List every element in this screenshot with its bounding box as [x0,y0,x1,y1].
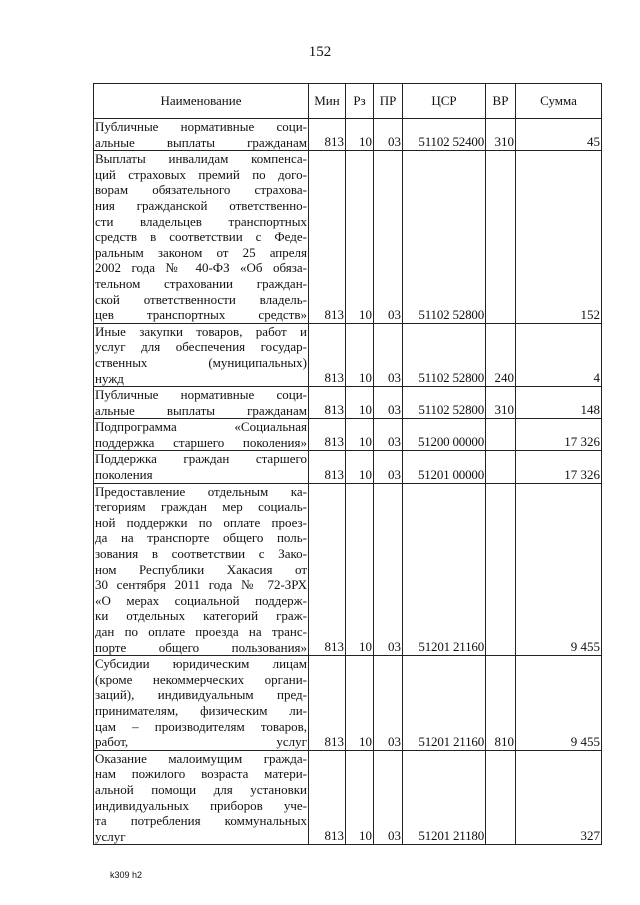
row-name-line: да на транспорте общего поль- [95,530,307,546]
row-name-line: цев транспортных средств» [95,307,307,323]
row-pr: 03 [374,419,403,451]
col-header-pr: ПР [374,84,403,119]
col-header-rz: Рз [346,84,374,119]
row-pr: 03 [374,451,403,483]
row-name [94,656,309,751]
row-vr: 310 [486,387,516,419]
row-name-line: индивидуальных приборов уче- [95,797,307,813]
row-min: 813 [309,419,346,451]
row-min: 813 [309,451,346,483]
header-row [94,84,602,119]
table-row [94,483,602,656]
row-name-line: Субсидии юридическим лицам [95,656,307,672]
row-pr: 03 [374,119,403,151]
col-header-vr: ВР [486,84,516,119]
row-name [94,151,309,324]
row-min: 813 [309,151,346,324]
col-header-min: Мин [309,84,346,119]
col-header-csr: ЦСР [403,84,486,119]
footer-code: k309 h2 [110,870,143,880]
row-rz: 10 [346,750,374,845]
row-name-line: средств в соответствии с Феде- [95,229,307,245]
row-min: 813 [309,119,346,151]
row-name [94,451,309,483]
row-csr: 51201 00000 [403,451,486,483]
row-pr: 03 [374,323,403,386]
row-sum: 327 [516,750,602,845]
row-sum: 17 326 [516,419,602,451]
row-name-line: порте общего пользования» [95,639,307,655]
row-name-line: сти владельцев транспортных [95,213,307,229]
row-name-line: поддержка старшего поколения» [95,434,307,450]
row-name-line: услуг для обеспечения государ- [95,339,307,355]
row-name-line: цам – производителям товаров, [95,718,307,734]
row-name-line: Оказание малоимущим гражда- [95,750,307,766]
row-sum: 152 [516,151,602,324]
row-csr: 51102 52800 [403,323,486,386]
row-min: 813 [309,387,346,419]
row-pr: 03 [374,387,403,419]
row-name-line: зования в соответствии с Зако- [95,546,307,562]
table-row [94,451,602,483]
row-csr: 51102 52800 [403,151,486,324]
row-sum: 148 [516,387,602,419]
row-rz: 10 [346,387,374,419]
row-rz: 10 [346,323,374,386]
page-number: 152 [308,44,332,60]
table-row [94,419,602,451]
row-name-line: Поддержка граждан старшего [95,451,307,467]
row-min: 813 [309,656,346,751]
col-header-name: Наименование [94,84,309,119]
row-rz: 10 [346,483,374,656]
row-name-line: Публичные нормативные соци- [95,119,307,134]
row-sum: 17 326 [516,451,602,483]
row-name [94,323,309,386]
row-name-line: альные выплаты гражданам [95,134,307,150]
row-name [94,483,309,656]
row-sum: 4 [516,323,602,386]
row-vr [486,483,516,656]
row-min: 813 [309,483,346,656]
budget-table [93,83,602,845]
row-rz: 10 [346,451,374,483]
row-name-line: та потребления коммунальных [95,813,307,829]
row-name-line: работ, услуг [95,734,307,750]
col-header-sum: Сумма [516,84,602,119]
row-vr [486,151,516,324]
row-name-line: ворам обязательного страхова- [95,182,307,198]
row-vr: 310 [486,119,516,151]
row-name-line: 2002 года № 40-ФЗ «Об обяза- [95,260,307,276]
row-sum: 9 455 [516,656,602,751]
table-row [94,323,602,386]
table-row [94,387,602,419]
row-name-line: ральным законом от 25 апреля [95,244,307,260]
row-vr [486,451,516,483]
row-csr: 51201 21160 [403,483,486,656]
row-pr: 03 [374,151,403,324]
row-rz: 10 [346,151,374,324]
row-name-line: Предоставление отдельным ка- [95,483,307,499]
row-rz: 10 [346,119,374,151]
row-name-line: ной поддержки по оплате проез- [95,514,307,530]
row-name-line: нам пожилого возраста матери- [95,766,307,782]
row-csr: 51200 00000 [403,419,486,451]
row-name-line: Публичные нормативные соци- [95,387,307,403]
table-row [94,119,602,151]
row-name-line: заций), индивидуальным пред- [95,687,307,703]
row-vr: 810 [486,656,516,751]
row-csr: 51102 52400 [403,119,486,151]
row-min: 813 [309,323,346,386]
row-name-line: Подпрограмма «Социальная [95,419,307,435]
row-rz: 10 [346,656,374,751]
row-name [94,750,309,845]
row-name-line: дан по оплате проезда на транс- [95,624,307,639]
row-name-line: поколения [95,467,153,483]
table-row [94,151,602,324]
row-name-line: (кроме некоммерческих органи- [95,671,307,687]
row-csr: 51102 52800 [403,387,486,419]
row-name-line: «О мерах социальной поддерж- [95,592,307,608]
row-name-line: ки отдельных категорий граж- [95,608,307,624]
row-name-line: тельном страховании граждан- [95,275,307,291]
row-min: 813 [309,750,346,845]
row-name-line: Иные закупки товаров, работ и [95,323,307,339]
row-name-line: ций страховых премий по дого- [95,166,307,182]
row-name [94,387,309,419]
row-csr: 51201 21160 [403,656,486,751]
row-sum: 45 [516,119,602,151]
row-name-line: альные выплаты гражданам [95,402,307,418]
row-name-line: Выплаты инвалидам компенса- [95,151,307,167]
row-pr: 03 [374,483,403,656]
row-name [94,119,309,151]
row-name-line: нужд [95,370,124,386]
row-vr [486,419,516,451]
row-name-line: ской ответственности владель- [95,291,307,307]
row-rz: 10 [346,419,374,451]
row-name-line: альной помощи для установки [95,781,307,797]
row-name-line: услуг [95,828,126,844]
row-pr: 03 [374,656,403,751]
row-name-line: ственных (муниципальных) [95,354,307,370]
row-sum: 9 455 [516,483,602,656]
row-vr: 240 [486,323,516,386]
row-name-line: тегориям граждан мер социаль- [95,499,307,515]
row-name-line: 30 сентября 2011 года № 72-ЗРХ [95,577,307,593]
row-name-line: ном Республики Хакасия от [95,561,307,577]
table-row [94,656,602,751]
row-name [94,419,309,451]
row-name-line: ния гражданской ответственно- [95,197,307,213]
table-row [94,750,602,845]
row-vr [486,750,516,845]
row-csr: 51201 21180 [403,750,486,845]
row-pr: 03 [374,750,403,845]
table-body [94,119,602,845]
row-name-line: принимателям, физическим ли- [95,702,307,718]
